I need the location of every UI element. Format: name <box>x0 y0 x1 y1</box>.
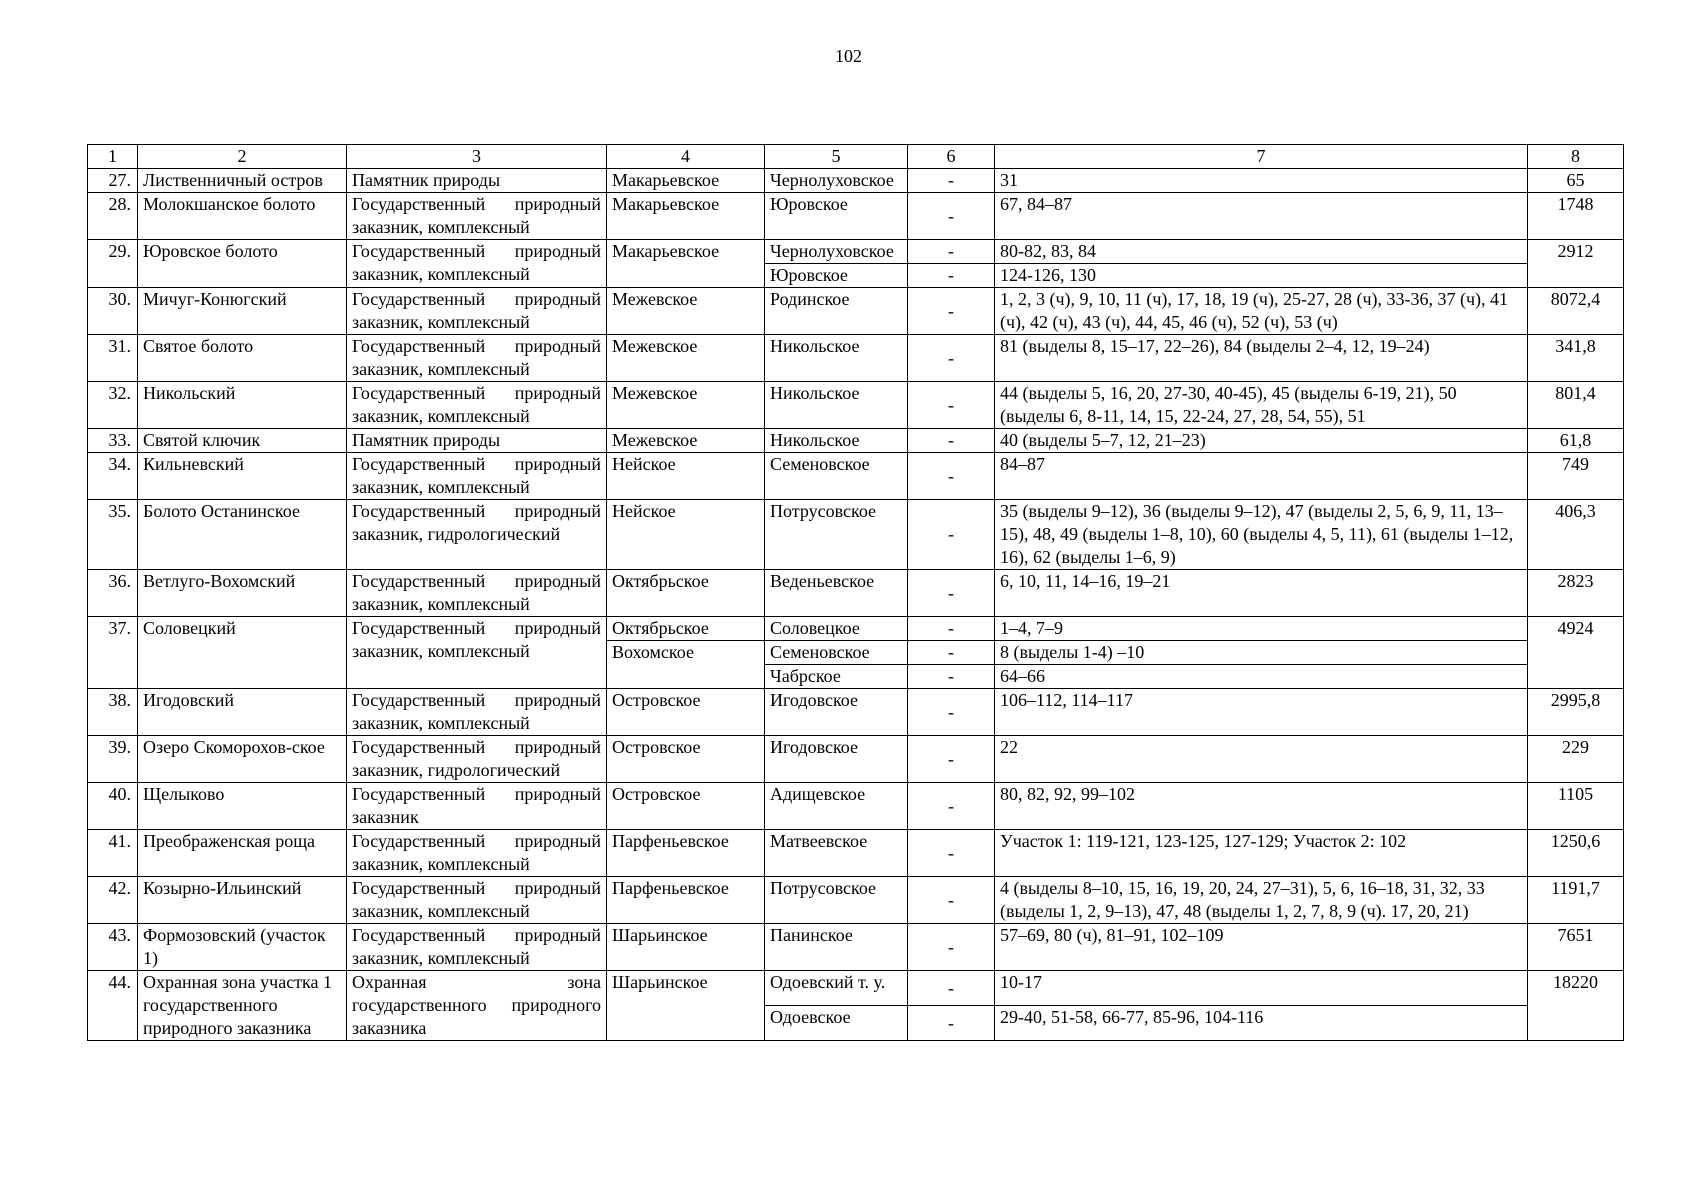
header-cell: 5 <box>765 145 908 169</box>
object-name: Соловецкий <box>138 617 347 689</box>
table-row <box>88 570 1624 617</box>
column-6-value: - <box>908 264 995 288</box>
object-name: Кильневский <box>138 453 347 500</box>
object-name: Молокшанское болото <box>138 193 347 240</box>
quarter-numbers: 10-17 <box>995 971 1528 1006</box>
column-6-value: - <box>908 240 995 264</box>
table-row <box>88 877 1624 924</box>
table-row <box>88 830 1624 877</box>
column-6-value: - <box>908 570 995 617</box>
table-row <box>88 453 1624 500</box>
district-forestry: Никольское <box>765 382 908 429</box>
area-size: 229 <box>1528 736 1624 783</box>
district-forestry: Потрусовское <box>765 500 908 570</box>
row-number: 44. <box>88 971 138 1041</box>
area-size: 2995,8 <box>1528 689 1624 736</box>
forestry-name: Островское <box>607 689 765 736</box>
column-6-value: - <box>908 783 995 830</box>
area-size: 341,8 <box>1528 335 1624 382</box>
district-forestry: Панинское <box>765 924 908 971</box>
row-number: 33. <box>88 429 138 453</box>
quarter-numbers: 1–4, 7–9 <box>995 617 1528 641</box>
forestry-name: Островское <box>607 783 765 830</box>
area-size: 2823 <box>1528 570 1624 617</box>
column-6-value: - <box>908 500 995 570</box>
object-category: Государственный природный заказник, комплексный <box>347 830 607 877</box>
forestry-name: Нейское <box>607 453 765 500</box>
area-size: 65 <box>1528 169 1624 193</box>
area-size: 61,8 <box>1528 429 1624 453</box>
quarter-numbers: 84–87 <box>995 453 1528 500</box>
object-category: Государственный природный заказник, гидрологический <box>347 500 607 570</box>
table-row <box>88 382 1624 429</box>
object-name: Озеро Скоморохов-ское <box>138 736 347 783</box>
table-row <box>88 240 1624 264</box>
table-body <box>88 145 1624 1041</box>
forestry-name: Межевское <box>607 429 765 453</box>
table-row <box>88 335 1624 382</box>
district-forestry: Матвеевское <box>765 830 908 877</box>
object-category: Памятник природы <box>347 169 607 193</box>
object-category: Государственный природный заказник, комплексный <box>347 877 607 924</box>
column-6-value: - <box>908 453 995 500</box>
object-category: Государственный природный заказник <box>347 783 607 830</box>
area-size: 1748 <box>1528 193 1624 240</box>
forestry-name: Макарьевское <box>607 240 765 288</box>
object-category: Государственный природный заказник, комплексный <box>347 382 607 429</box>
district-forestry: Одоевское <box>765 1006 908 1041</box>
row-number: 42. <box>88 877 138 924</box>
column-6-value: - <box>908 689 995 736</box>
area-size: 8072,4 <box>1528 288 1624 335</box>
object-category: Государственный природный заказник, комплексный <box>347 924 607 971</box>
row-number: 35. <box>88 500 138 570</box>
table-row <box>88 924 1624 971</box>
district-forestry: Чабрское <box>765 665 908 689</box>
district-forestry: Никольское <box>765 335 908 382</box>
area-size: 2912 <box>1528 240 1624 288</box>
forestry-name: Межевское <box>607 335 765 382</box>
object-category: Государственный природный заказник, гидрологический <box>347 736 607 783</box>
row-number: 34. <box>88 453 138 500</box>
district-forestry: Одоевский т. у. <box>765 971 908 1006</box>
object-name: Лиственничный остров <box>138 169 347 193</box>
forestry-name: Межевское <box>607 288 765 335</box>
area-size: 1105 <box>1528 783 1624 830</box>
quarter-numbers: Участок 1: 119-121, 123-125, 127-129; Участок 2: 102 <box>995 830 1528 877</box>
table-row <box>88 193 1624 240</box>
table-row <box>88 288 1624 335</box>
district-forestry: Родинское <box>765 288 908 335</box>
header-cell: 8 <box>1528 145 1624 169</box>
row-number: 30. <box>88 288 138 335</box>
row-number: 41. <box>88 830 138 877</box>
object-category: Государственный природный заказник, комплексный <box>347 689 607 736</box>
quarter-numbers: 31 <box>995 169 1528 193</box>
table-row <box>88 429 1624 453</box>
row-number: 28. <box>88 193 138 240</box>
object-name: Игодовский <box>138 689 347 736</box>
area-size: 1250,6 <box>1528 830 1624 877</box>
column-6-value: - <box>908 193 995 240</box>
quarter-numbers: 1, 2, 3 (ч), 9, 10, 11 (ч), 17, 18, 19 (ч), 25-27, 28 (ч), 33-36, 37 (ч), 41 (ч), 42 (ч), 43 (ч), 44, 45, 46 (ч), 52 (ч), 53 (ч) <box>995 288 1528 335</box>
forestry-name: Шарьинское <box>607 924 765 971</box>
column-6-value: - <box>908 641 995 665</box>
object-name: Юровское болото <box>138 240 347 288</box>
district-forestry: Юровское <box>765 264 908 288</box>
table-row <box>88 783 1624 830</box>
table-row <box>88 500 1624 570</box>
table-row <box>88 689 1624 736</box>
column-6-value: - <box>908 924 995 971</box>
area-size: 4924 <box>1528 617 1624 689</box>
object-category: Государственный природный заказник, комплексный <box>347 453 607 500</box>
header-cell: 6 <box>908 145 995 169</box>
column-6-value: - <box>908 617 995 641</box>
row-number: 38. <box>88 689 138 736</box>
forestry-name: Октябрьское <box>607 570 765 617</box>
district-forestry: Юровское <box>765 193 908 240</box>
object-name: Болото Останинское <box>138 500 347 570</box>
column-6-value: - <box>908 382 995 429</box>
object-name: Формозовский (участок 1) <box>138 924 347 971</box>
row-number: 32. <box>88 382 138 429</box>
quarter-numbers: 8 (выделы 1-4) –10 <box>995 641 1528 665</box>
quarter-numbers: 80, 82, 92, 99–102 <box>995 783 1528 830</box>
district-forestry: Чернолуховское <box>765 169 908 193</box>
object-name: Преображенская роща <box>138 830 347 877</box>
column-6-value: - <box>908 971 995 1006</box>
column-6-value: - <box>908 1006 995 1041</box>
column-6-value: - <box>908 830 995 877</box>
district-forestry: Семеновское <box>765 453 908 500</box>
row-number: 31. <box>88 335 138 382</box>
quarter-numbers: 22 <box>995 736 1528 783</box>
table-row <box>88 971 1624 1006</box>
object-name: Святой ключик <box>138 429 347 453</box>
header-row <box>88 145 1624 169</box>
header-cell: 1 <box>88 145 138 169</box>
column-6-value: - <box>908 335 995 382</box>
district-forestry: Игодовское <box>765 736 908 783</box>
object-category: Государственный природный заказник, комплексный <box>347 570 607 617</box>
header-cell: 7 <box>995 145 1528 169</box>
quarter-numbers: 80-82, 83, 84 <box>995 240 1528 264</box>
quarter-numbers: 29-40, 51-58, 66-77, 85-96, 104-116 <box>995 1006 1528 1041</box>
object-category: Государственный природный заказник, комплексный <box>347 193 607 240</box>
forestry-name: Октябрьское <box>607 617 765 641</box>
forestry-name: Макарьевское <box>607 169 765 193</box>
object-category: Государственный природный заказник, комплексный <box>347 240 607 288</box>
forestry-name: Парфеньевское <box>607 877 765 924</box>
column-6-value: - <box>908 429 995 453</box>
object-category: Памятник природы <box>347 429 607 453</box>
object-name: Охранная зона участка 1 государственного природного заказника <box>138 971 347 1041</box>
district-forestry: Веденьевское <box>765 570 908 617</box>
area-size: 18220 <box>1528 971 1624 1041</box>
area-size: 406,3 <box>1528 500 1624 570</box>
quarter-numbers: 44 (выделы 5, 16, 20, 27-30, 40-45), 45 (выделы 6-19, 21), 50 (выделы 6, 8-11, 14, 15, 22-24, 27, 28, 54, 55), 51 <box>995 382 1528 429</box>
forestry-name: Вохомское <box>607 641 765 689</box>
page-number: 102 <box>835 46 862 66</box>
object-category: Государственный природный заказник, комплексный <box>347 335 607 382</box>
area-size: 801,4 <box>1528 382 1624 429</box>
object-name: Святое болото <box>138 335 347 382</box>
district-forestry: Соловецкое <box>765 617 908 641</box>
forestry-name: Островское <box>607 736 765 783</box>
quarter-numbers: 124-126, 130 <box>995 264 1528 288</box>
area-size: 749 <box>1528 453 1624 500</box>
district-forestry: Потрусовское <box>765 877 908 924</box>
object-name: Никольский <box>138 382 347 429</box>
table-row <box>88 736 1624 783</box>
forestry-name: Нейское <box>607 500 765 570</box>
object-name: Щелыково <box>138 783 347 830</box>
district-forestry: Никольское <box>765 429 908 453</box>
column-6-value: - <box>908 736 995 783</box>
quarter-numbers: 67, 84–87 <box>995 193 1528 240</box>
column-6-value: - <box>908 288 995 335</box>
header-cell: 4 <box>607 145 765 169</box>
column-6-value: - <box>908 169 995 193</box>
row-number: 29. <box>88 240 138 288</box>
object-category: Государственный природный заказник, комплексный <box>347 617 607 689</box>
quarter-numbers: 4 (выделы 8–10, 15, 16, 19, 20, 24, 27–31), 5, 6, 16–18, 31, 32, 33 (выделы 1, 2, 9–13), 47, 48 (выделы 1, 2, 7, 8, 9 (ч). 17, 20, 21) <box>995 877 1528 924</box>
quarter-numbers: 57–69, 80 (ч), 81–91, 102–109 <box>995 924 1528 971</box>
quarter-numbers: 40 (выделы 5–7, 12, 21–23) <box>995 429 1528 453</box>
header-cell: 3 <box>347 145 607 169</box>
row-number: 40. <box>88 783 138 830</box>
district-forestry: Игодовское <box>765 689 908 736</box>
object-category: Государственный природный заказник, комплексный <box>347 288 607 335</box>
quarter-numbers: 35 (выделы 9–12), 36 (выделы 9–12), 47 (выделы 2, 5, 6, 9, 11, 13–15), 48, 49 (выделы 1–8, 10), 60 (выделы 4, 5, 11), 61 (выделы 1–12, 16), 62 (выделы 1–6, 9) <box>995 500 1528 570</box>
row-number: 37. <box>88 617 138 689</box>
column-6-value: - <box>908 665 995 689</box>
area-size: 1191,7 <box>1528 877 1624 924</box>
header-cell: 2 <box>138 145 347 169</box>
column-6-value: - <box>908 877 995 924</box>
forestry-name: Шарьинское <box>607 971 765 1041</box>
forestry-name: Межевское <box>607 382 765 429</box>
quarter-numbers: 6, 10, 11, 14–16, 19–21 <box>995 570 1528 617</box>
object-name: Ветлуго-Вохомский <box>138 570 347 617</box>
district-forestry: Семеновское <box>765 641 908 665</box>
object-name: Мичуг-Конюгский <box>138 288 347 335</box>
quarter-numbers: 64–66 <box>995 665 1528 689</box>
row-number: 39. <box>88 736 138 783</box>
row-number: 36. <box>88 570 138 617</box>
district-forestry: Чернолуховское <box>765 240 908 264</box>
forestry-name: Макарьевское <box>607 193 765 240</box>
district-forestry: Адищевское <box>765 783 908 830</box>
table-row <box>88 169 1624 193</box>
row-number: 43. <box>88 924 138 971</box>
forestry-name: Парфеньевское <box>607 830 765 877</box>
area-size: 7651 <box>1528 924 1624 971</box>
quarter-numbers: 81 (выделы 8, 15–17, 22–26), 84 (выделы 2–4, 12, 19–24) <box>995 335 1528 382</box>
table-row <box>88 617 1624 641</box>
row-number: 27. <box>88 169 138 193</box>
quarter-numbers: 106–112, 114–117 <box>995 689 1528 736</box>
object-category: Охранная зона государственного природного заказника <box>347 971 607 1041</box>
data-table <box>87 144 1624 1041</box>
object-name: Козырно-Ильинский <box>138 877 347 924</box>
